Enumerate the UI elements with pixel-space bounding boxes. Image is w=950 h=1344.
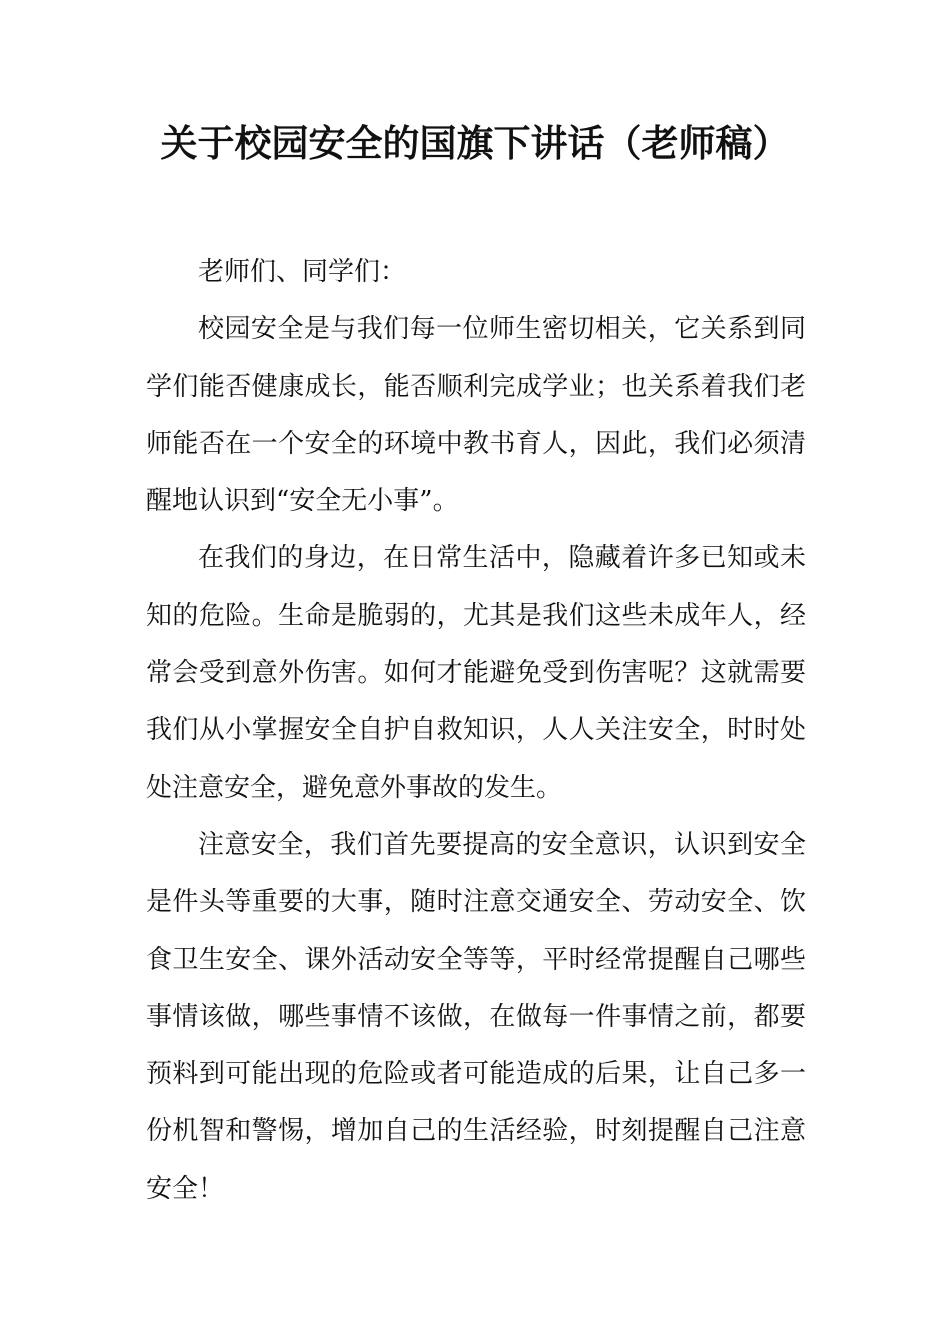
document-body — [146, 244, 806, 1218]
body-paragraph: 注意安全，我们首先要提高的安全意识，认识到安全是件头等重要的大事，随时注意交通安全、劳动安全、饮食卫生安全、课外活动安全等等，平时经常提醒自己哪些事情该做，哪些事情不该做，在做每一件事情之前，都要预料到可能出现的危险或者可能造成的后果，让自己多一份机智和警惕，增加自己的生活经验，时刻提醒自己注意安全！ — [146, 829, 806, 1204]
body-paragraph: 在我们的身边，在日常生活中，隐藏着许多已知或未知的危险。生命是脆弱的，尤其是我们这些未成年人，经常会受到意外伤害。如何才能避免受到伤害呢？这就需要我们从小掌握安全自护自救知识，人人关注安全，时时处处注意安全，避免意外事故的发生。 — [146, 543, 806, 803]
body-paragraph: 校园安全是与我们每一位师生密切相关，它关系到同学们能否健康成长，能否顺利完成学业；也关系着我们老师能否在一个安全的环境中教书育人，因此，我们必须清醒地认识到“安全无小事”。 — [146, 314, 806, 517]
salutation-paragraph: 老师们、同学们： — [198, 257, 407, 287]
document-title: 关于校园安全的国旗下讲话（老师稿） — [160, 122, 790, 165]
